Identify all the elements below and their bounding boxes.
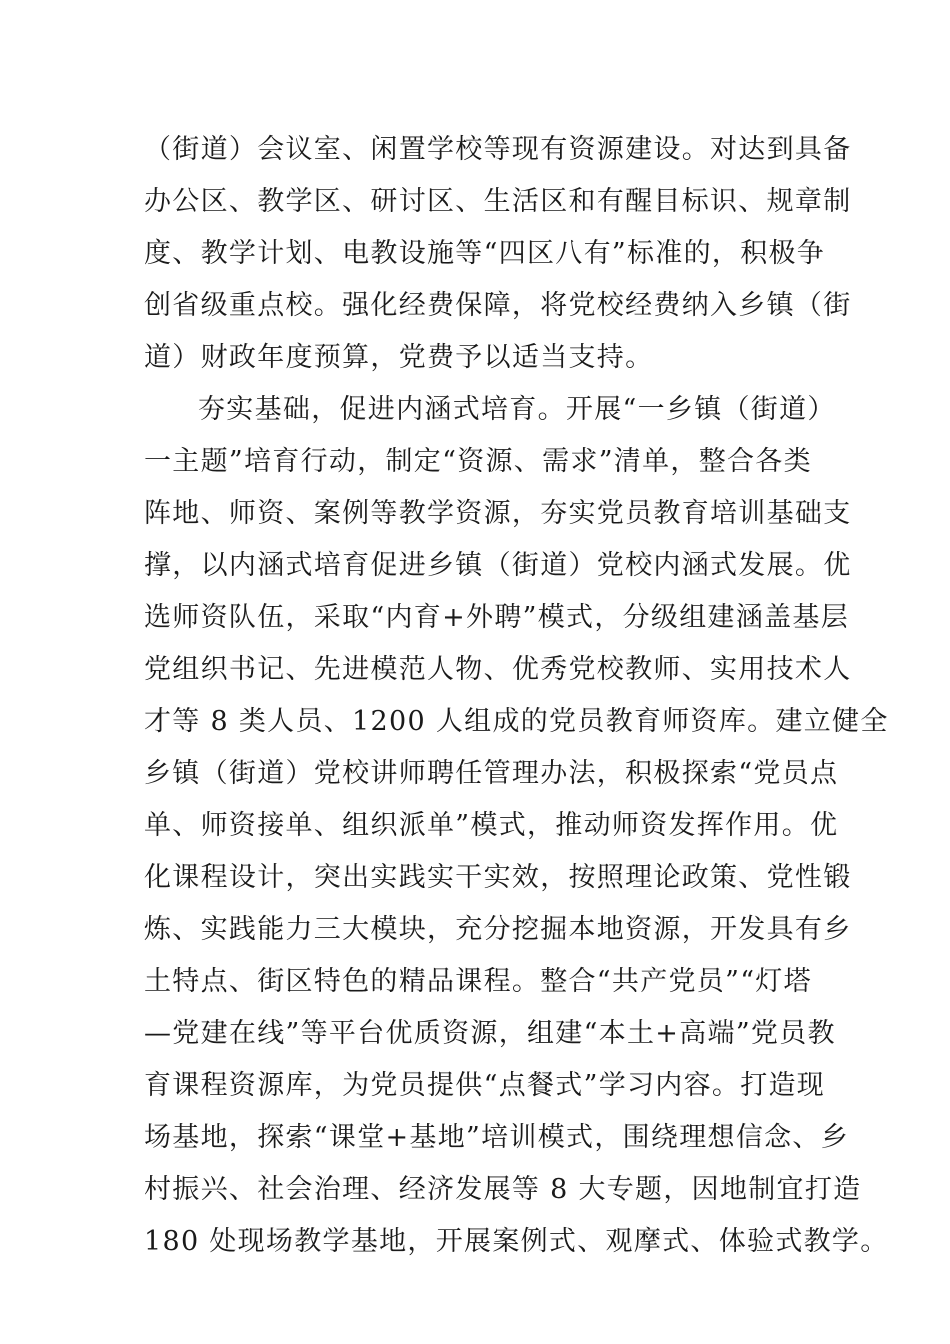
paragraph-line: 创省级重点校。强化经费保障，将党校经费纳入乡镇（街	[144, 290, 852, 321]
paragraph-line: 度、教学计划、电教设施等“四区八有”标准的，积极争	[144, 238, 826, 269]
paragraph-line: 办公区、教学区、研讨区、生活区和有醒目标识、规章制	[144, 186, 852, 217]
paragraph-line: 炼、实践能力三大模块，充分挖掘本地资源，开发具有乡	[144, 914, 852, 945]
paragraph-line: 单、师资接单、组织派单”模式，推动师资发挥作用。优	[144, 810, 839, 841]
paragraph-line: 一主题”培育行动，制定“资源、需求”清单，整合各类	[144, 446, 812, 477]
paragraph-line: 土特点、街区特色的精品课程。整合“共产党员”“灯塔	[144, 966, 812, 997]
paragraph-line: 乡镇（街道）党校讲师聘任管理办法，积极探索“党员点	[144, 758, 839, 789]
paragraph-line: 道）财政年度预算，党费予以适当支持。	[144, 342, 654, 373]
paragraph-line: 撑，以内涵式培育促进乡镇（街道）党校内涵式发展。优	[144, 550, 852, 581]
paragraph-line: 化课程设计，突出实践实干实效，按照理论政策、党性锻	[144, 862, 852, 893]
paragraph-line: 选师资队伍，采取“内育+外聘”模式，分级组建涵盖基层	[144, 602, 850, 633]
paragraph-line: 180 处现场教学基地，开展案例式、观摩式、体验式教学。	[144, 1226, 889, 1257]
paragraph-line: —党建在线”等平台优质资源，组建“本土+高端”党员教	[144, 1018, 836, 1049]
paragraph-line: 村振兴、社会治理、经济发展等 8 大专题，因地制宜打造	[144, 1174, 862, 1205]
paragraph-line: 场基地，探索“课堂+基地”培训模式，围绕理想信念、乡	[144, 1122, 850, 1153]
paragraph-line: 才等 8 类人员、1200 人组成的党员教育师资库。建立健全	[144, 706, 889, 737]
paragraph-line: 党组织书记、先进模范人物、优秀党校教师、实用技术人	[144, 654, 852, 685]
paragraph-2	[144, 384, 889, 1268]
paragraph-line: 育课程资源库，为党员提供“点餐式”学习内容。打造现	[144, 1070, 826, 1101]
paragraph-1	[144, 124, 852, 384]
paragraph-line: （街道）会议室、闲置学校等现有资源建设。对达到具备	[144, 134, 852, 165]
paragraph-line: 阵地、师资、案例等教学资源，夯实党员教育培训基础支	[144, 498, 852, 529]
paragraph-line: 夯实基础，促进内涵式培育。开展“一乡镇（街道）	[198, 394, 836, 425]
